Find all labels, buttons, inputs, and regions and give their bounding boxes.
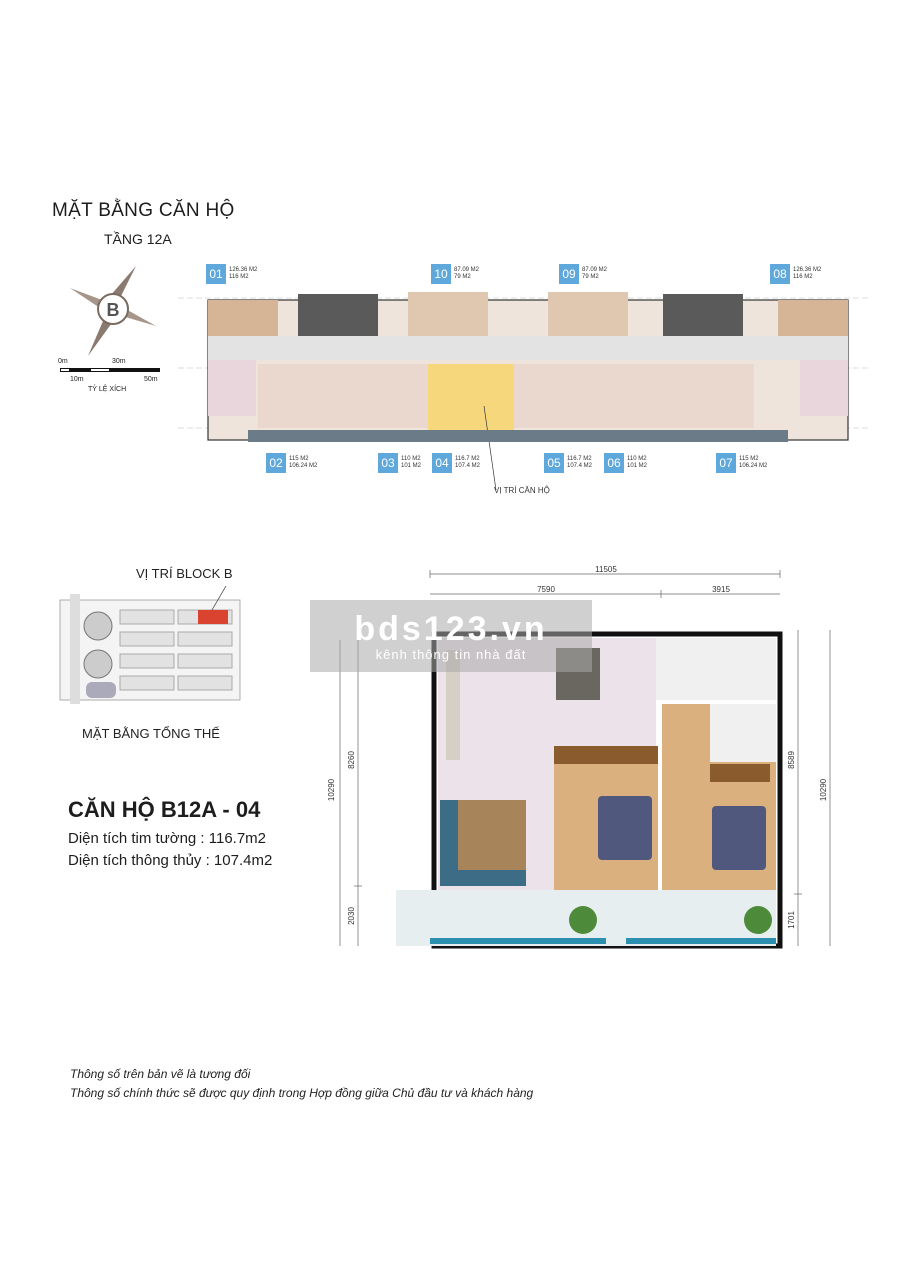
site-caption: MẶT BẰNG TỔNG THỂ [82,726,220,741]
compass-letter: B [106,300,120,320]
page-title: MẶT BẰNG CĂN HỘ [52,200,235,221]
dim-left-lower: 2030 [347,907,356,925]
unit-tag-01: 01 126.36 M2 116 M2 [206,264,257,284]
note-2: Thông số chính thức sẽ được quy định trong Hợp đồng giữa Chủ đầu tư và khách hàng [70,1086,534,1100]
area-wall-center: Diện tích tim tường : 116.7m2 [68,830,267,847]
dim-top-total: 11505 [595,565,617,574]
watermark-sub: kênh thông tin nhà đất [375,646,527,662]
scale-10: 10m [70,376,84,383]
dim-right-total: 10290 [819,778,828,802]
scale-bar [56,356,166,396]
unit-tag-05: 05 116.7 M2 107.4 M2 [544,453,592,473]
unit-tag-10: 10 87.09 M2 79 M2 [431,264,479,284]
unit-tag-06: 06 110 M2 101 M2 [604,453,647,473]
dim-right-upper: 8589 [787,751,796,769]
scale-30: 30m [112,358,126,365]
compass-icon [70,262,156,358]
unit-tag-04: 04 116.7 M2 107.4 M2 [432,453,480,473]
site-title: VỊ TRÍ BLOCK B [136,566,233,581]
watermark-main: bds123.vn [354,609,548,648]
unit-tag-02: 02 115 M2 106.24 M2 [266,453,317,473]
area-clear: Diện tích thông thủy : 107.4m2 [68,852,273,869]
scale-50: 50m [144,376,158,383]
dim-right-lower: 1701 [787,911,796,929]
scale-label: TỶ LỆ XÍCH [88,386,127,393]
apartment-name: CĂN HỘ B12A - 04 [68,797,261,822]
dim-top-left: 7590 [537,585,555,594]
unit-tag-09: 09 87.09 M2 79 M2 [559,264,607,284]
dim-left-upper: 8260 [347,751,356,769]
unit-tag-03: 03 110 M2 101 M2 [378,453,421,473]
watermark [310,600,592,672]
dim-top-right: 3915 [712,585,730,594]
unit-tag-07: 07 115 M2 106.24 M2 [716,453,767,473]
note-1: Thông số trên bản vẽ là tương đối [70,1067,251,1081]
floor-label: TẦNG 12A [104,231,172,247]
unit-tag-08: 08 126.36 M2 116 M2 [770,264,821,284]
apartment-location-label: VỊ TRÍ CĂN HỘ [494,486,550,495]
site-map [58,586,242,710]
dim-left-total: 10290 [327,778,336,802]
scale-0: 0m [58,358,68,365]
